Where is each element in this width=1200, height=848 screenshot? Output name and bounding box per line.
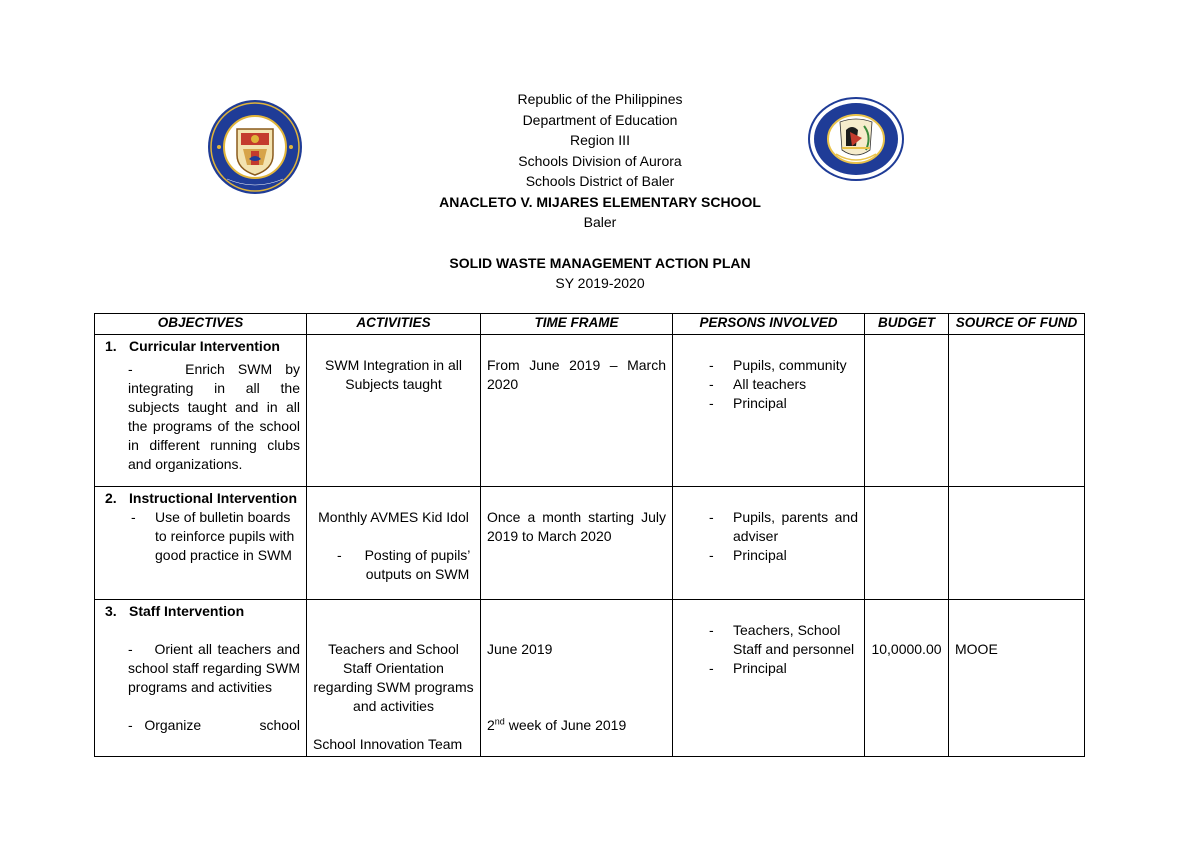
list-item: - Pupils, community	[709, 357, 847, 373]
budget-cell	[865, 600, 949, 757]
objective-dash: -	[131, 509, 136, 525]
section-number: 2.	[105, 490, 117, 506]
source-cell	[949, 487, 1085, 600]
time-frame-text: From June 2019 – March 2020	[487, 357, 666, 392]
time-frame-cell	[481, 600, 673, 757]
objective-cell	[95, 487, 307, 600]
objective-text: Orient all teachers and school staff regarding SWM programs and activities	[128, 641, 300, 695]
list-item: - Teachers, School Staff and personnel	[709, 622, 855, 657]
division-line: Schools Division of Aurora	[518, 152, 682, 169]
activity-cell	[307, 335, 481, 487]
district-line: Schools District of Baler	[525, 173, 675, 189]
objective-dash: -	[128, 361, 133, 377]
table-row	[95, 487, 1085, 600]
header-source-of-fund: SOURCE OF FUND	[949, 314, 1085, 335]
persons-cell	[673, 487, 865, 600]
objective-text: Enrich SWM by integrating in all the subjects taught and in all the programs of the school in different running clubs and organizations.	[128, 361, 301, 472]
objective-cell	[95, 335, 307, 487]
department-line: Department of Education	[522, 111, 678, 128]
list-item: - Principal	[709, 395, 787, 411]
activity-text: SWM Integration in all Subjects taught	[325, 357, 462, 392]
section-number: 1.	[105, 338, 117, 354]
source-value: MOOE	[955, 641, 998, 657]
school-name: ANACLETO V. MIJARES ELEMENTARY SCHOOL	[439, 193, 761, 210]
section-title: Curricular Intervention	[129, 338, 280, 354]
town-line: Baler	[583, 214, 617, 230]
activity-text-2: School Innovation Team	[313, 736, 463, 752]
list-item: - Pupils, parents and adviser	[709, 509, 858, 544]
list-item: - Principal	[709, 660, 787, 676]
time-frame-text: June 2019	[487, 641, 553, 657]
budget-cell	[865, 335, 949, 487]
activity-cell	[307, 600, 481, 757]
document-title: SOLID WASTE MANAGEMENT ACTION PLAN	[449, 254, 751, 271]
section-title: Staff Intervention	[129, 603, 245, 619]
section-title: Instructional Intervention	[129, 490, 298, 506]
time-frame-cell	[481, 487, 673, 600]
school-year: SY 2019-2020	[555, 275, 645, 291]
header-time-frame: TIME FRAME	[481, 314, 673, 335]
list-item: - Principal	[709, 547, 787, 563]
table-row	[95, 600, 1085, 757]
time-frame-text: Once a month starting July 2019 to March 2020	[487, 509, 666, 544]
persons-cell	[673, 600, 865, 757]
activity-subtext: Posting of pupils’ outputs on SWM	[364, 547, 471, 582]
header-objectives: OBJECTIVES	[95, 314, 307, 335]
activity-text: Monthly AVMES Kid Idol	[318, 509, 469, 525]
table-row	[95, 335, 1085, 487]
source-cell	[949, 600, 1085, 757]
source-cell	[949, 335, 1085, 487]
time-frame-cell	[481, 335, 673, 487]
action-plan-table	[94, 313, 1085, 757]
section-number: 3.	[105, 603, 117, 619]
activity-cell: Monthly AVMES Kid Idol - Posting of pupils’ outputs on SWM	[307, 487, 481, 600]
budget-cell	[865, 487, 949, 600]
header-persons-involved: PERSONS INVOLVED	[673, 314, 865, 335]
objective-text-2: Organize school	[144, 717, 300, 733]
header-activities: ACTIVITIES	[307, 314, 481, 335]
budget-value: 10,0000.00	[871, 641, 942, 657]
region-line: Region III	[570, 132, 630, 148]
time-frame-text-2: 2nd week of June 2019	[487, 716, 627, 733]
document-header	[0, 89, 1200, 294]
objective-dash: -	[128, 641, 133, 657]
objective-text: Use of bulletin boards to reinforce pupils with good practice in SWM	[155, 509, 295, 563]
persons-cell	[673, 335, 865, 487]
activity-text: Teachers and School Staff Orientation regarding SWM programs and activities	[313, 641, 474, 714]
republic-line: Republic of the Philippines	[517, 91, 683, 107]
objective-cell: 3. Staff Intervention - Orient all teachers and school staff regarding SWM programs and activities - Organize school	[95, 600, 307, 757]
header-budget: BUDGET	[865, 314, 949, 335]
list-item: - All teachers	[709, 376, 807, 392]
table-header-row	[95, 314, 1085, 335]
